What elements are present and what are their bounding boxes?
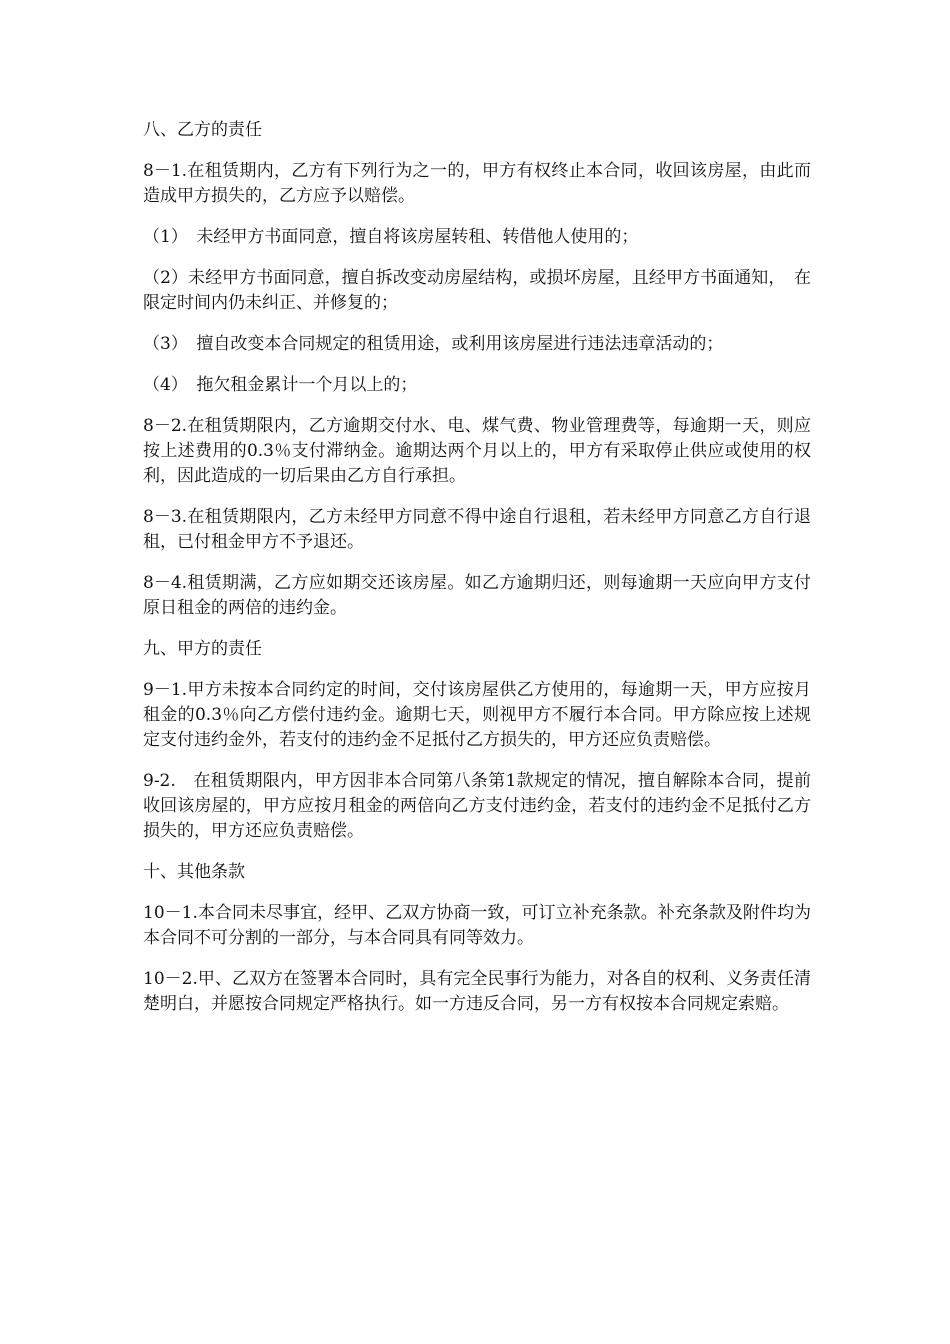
clause-8-3: 8－3.在租赁期限内，乙方未经甲方同意不得中途自行退租，若未经甲方同意乙方自行退租，已付租金甲方不予退还。: [143, 507, 811, 552]
clause-8-1-item-1: （1） 未经甲方书面同意，擅自将该房屋转租、转借他人使用的；: [143, 227, 639, 247]
clause-9-2: 9-2. 在租赁期限内，甲方因非本合同第八条第1款规定的情况，擅自解除本合同，提前收回该房屋的，甲方应按月租金的两倍向乙方支付违约金，若支付的违约金不足抵付乙方损失的，甲方还应负责赔偿。: [143, 771, 811, 841]
clause-9-1: 9－1.甲方未按本合同约定的时间，交付该房屋供乙方使用的，每逾期一天，甲方应按月租金的0.3％向乙方偿付违约金。逾期七天，则视甲方不履行本合同。甲方除应按上述规定支付违约金外，若支付的违约金不足抵付乙方损失的，甲方还应负责赔偿。: [143, 680, 811, 750]
clause-8-1: 8－1.在租赁期内，乙方有下列行为之一的，甲方有权终止本合同，收回该房屋，由此而造成甲方损失的，乙方应予以赔偿。: [143, 161, 811, 206]
clause-10-2: 10－2.甲、乙双方在签署本合同时，具有完全民事行为能力，对各自的权利、义务责任清楚明白，并愿按合同规定严格执行。如一方违反合同，另一方有权按本合同规定索赔。: [143, 969, 811, 1014]
clause-8-2: 8－2.在租赁期限内，乙方逾期交付水、电、煤气费、物业管理费等，每逾期一天，则应按上述费用的0.3％支付滞纳金。逾期达两个月以上的，甲方有采取停止供应或使用的权利，因此造成的一切后果由乙方自行承担。: [143, 416, 811, 486]
clause-10-1: 10－1.本合同未尽事宜，经甲、乙双方协商一致，可订立补充条款。补充条款及附件均为本合同不可分割的一部分，与本合同具有同等效力。: [143, 903, 811, 948]
section-8-heading: 八、乙方的责任: [143, 120, 262, 140]
document-body: [143, 118, 811, 1033]
clause-8-4: 8－4.租赁期满，乙方应如期交还该房屋。如乙方逾期归还，则每逾期一天应向甲方支付原日租金的两倍的违约金。: [143, 573, 811, 618]
clause-8-1-item-2: （2）未经甲方书面同意，擅自拆改变动房屋结构，或损坏房屋，且经甲方书面通知， 在限定时间内仍未纠正、并修复的；: [143, 268, 811, 313]
section-9-heading: 九、甲方的责任: [143, 639, 262, 659]
clause-8-1-item-3: （3） 擅自改变本合同规定的租赁用途，或利用该房屋进行违法违章活动的；: [143, 334, 724, 354]
clause-8-1-item-4: （4） 拖欠租金累计一个月以上的；: [143, 375, 418, 395]
section-10-heading: 十、其他条款: [143, 862, 245, 882]
